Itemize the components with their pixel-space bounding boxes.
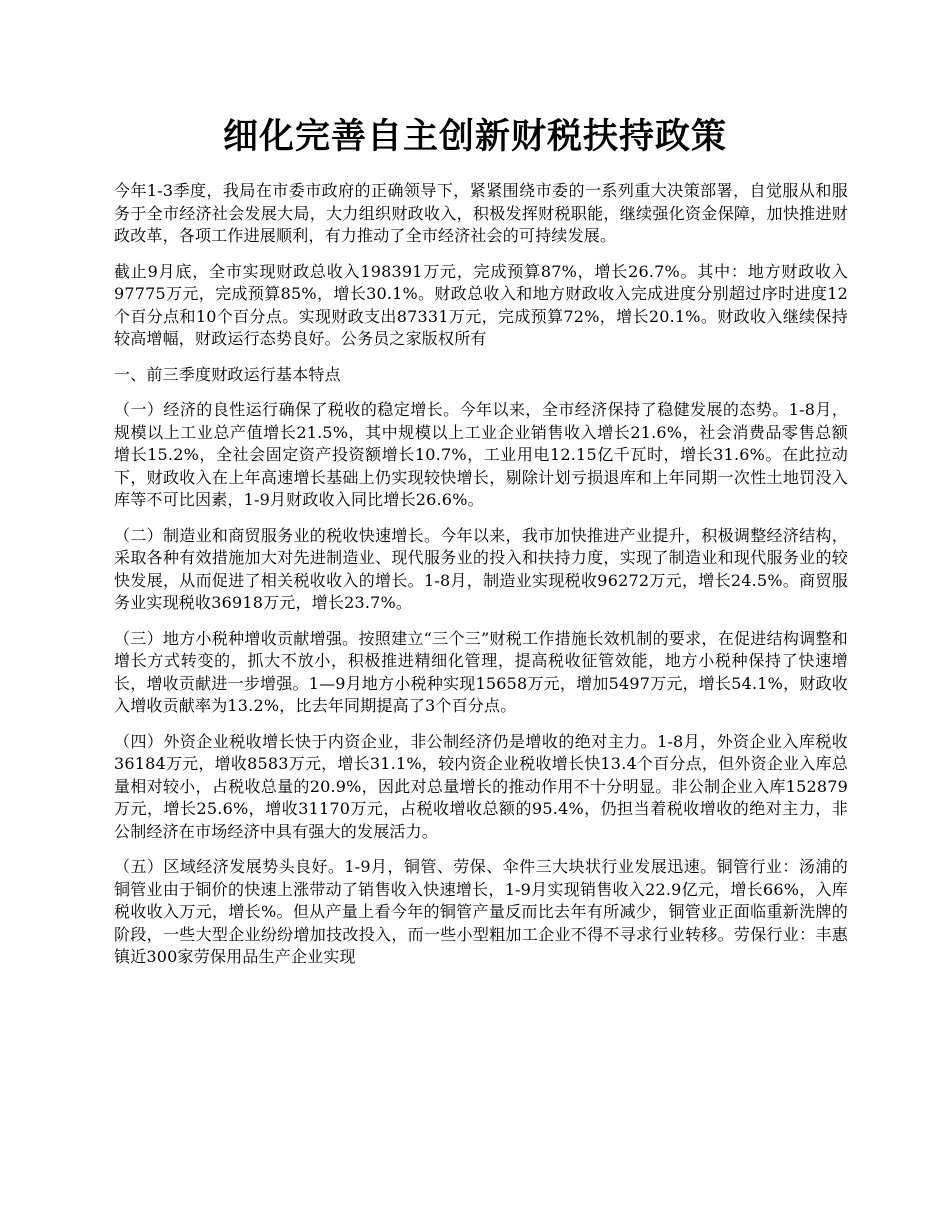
paragraph-point-3: （三）地方小税种增收贡献增强。按照建立“三个三”财税工作措施长效机制的要求，在促进结构调整和增长方式转变的，抓大不放小，积极推进精细化管理，提高税收征管效能，地方小税种保持了快速增长，增收贡献进一步增强。1—9月地方小税种实现15658万元，增加5497万元，增长54.1%，财政收入增收贡献率为13.2%，比去年同期提高了3个百分点。 [114,628,848,715]
document-body [114,180,848,982]
section-heading: 一、前三季度财政运行基本特点 [114,364,341,384]
paragraph-intro: 今年1-3季度，我局在市委市政府的正确领导下，紧紧围绕市委的一系列重大决策部署，自觉服从和服务于全市经济社会发展大局，大力组织财政收入，积极发挥财税职能，继续强化资金保障，加快推进财政改革，各项工作进展顺利，有力推动了全市经济社会的可持续发展。 [114,181,848,245]
paragraph-point-4: （四）外资企业税收增长快于内资企业，非公制经济仍是增收的绝对主力。1-8月，外资企业入库税收36184万元，增收8583万元，增长31.1%，较内资企业税收增长快13.4个百分点，但外资企业入库总量相对较小，占税收总量的20.9%，因此对总量增长的推动作用不十分明显。非公制企业入库152879万元，增长25.6%，增收31170万元，占税收增收总额的95.4%，仍担当着税收增收的绝对主力，非公制经济在市场经济中具有强大的发展活力。 [114,731,848,841]
paragraph-point-1: （一）经济的良性运行确保了税收的稳定增长。今年以来，全市经济保持了稳健发展的态势。1-8月，规模以上工业总产值增长21.5%，其中规模以上工业企业销售收入增长21.6%，社会消费品零售总额增长15.2%，全社会固定资产投资额增长10.7%，工业用电12.15亿千瓦时，增长31.6%。在此拉动下，财政收入在上年高速增长基础上仍实现较快增长，剔除计划亏损退库和上年同期一次性土地罚没入库等不可比因素，1-9月财政收入同比增长26.6%。 [114,400,848,509]
paragraph-revenue-summary: 截止9月底，全市实现财政总收入198391万元，完成预算87%，增长26.7%。其中：地方财政收入97775万元，完成预算85%，增长30.1%。财政总收入和地方财政收入完成进度分别超过序时进度12个百分点和10个百分点。实现财政支出87331万元，完成预算72%，增长20.1%。财政收入继续保持较高增幅，财政运行态势良好。公务员之家版权所有 [114,261,848,348]
document-title: 细化完善自主创新财税扶持政策 [222,116,727,157]
paragraph-point-5: （五）区域经济发展势头良好。1-9月，铜管、劳保、伞件三大块状行业发展迅速。铜管行业：汤浦的铜管业由于铜价的快速上涨带动了销售收入快速增长，1-9月实现销售收入22.9亿元，增长66%，入库税收收入万元，增长%。但从产量上看今年的铜管产量反而比去年有所减少，铜管业正面临重新洗牌的阶段，一些大型企业纷纷增加技改投入，而一些小型粗加工企业不得不寻求行业转移。劳保行业：丰惠镇近300家劳保用品生产企业实现 [114,857,848,966]
paragraph-point-2: （二）制造业和商贸服务业的税收快速增长。今年以来，我市加快推进产业提升，积极调整经济结构，采取各种有效措施加大对先进制造业、现代服务业的投入和扶持力度，实现了制造业和现代服务业的较快发展，从而促进了相关税收收入的增长。1-8月，制造业实现税收96272万元，增长24.5%。商贸服务业实现税收36918万元，增长23.7%。 [114,525,848,612]
